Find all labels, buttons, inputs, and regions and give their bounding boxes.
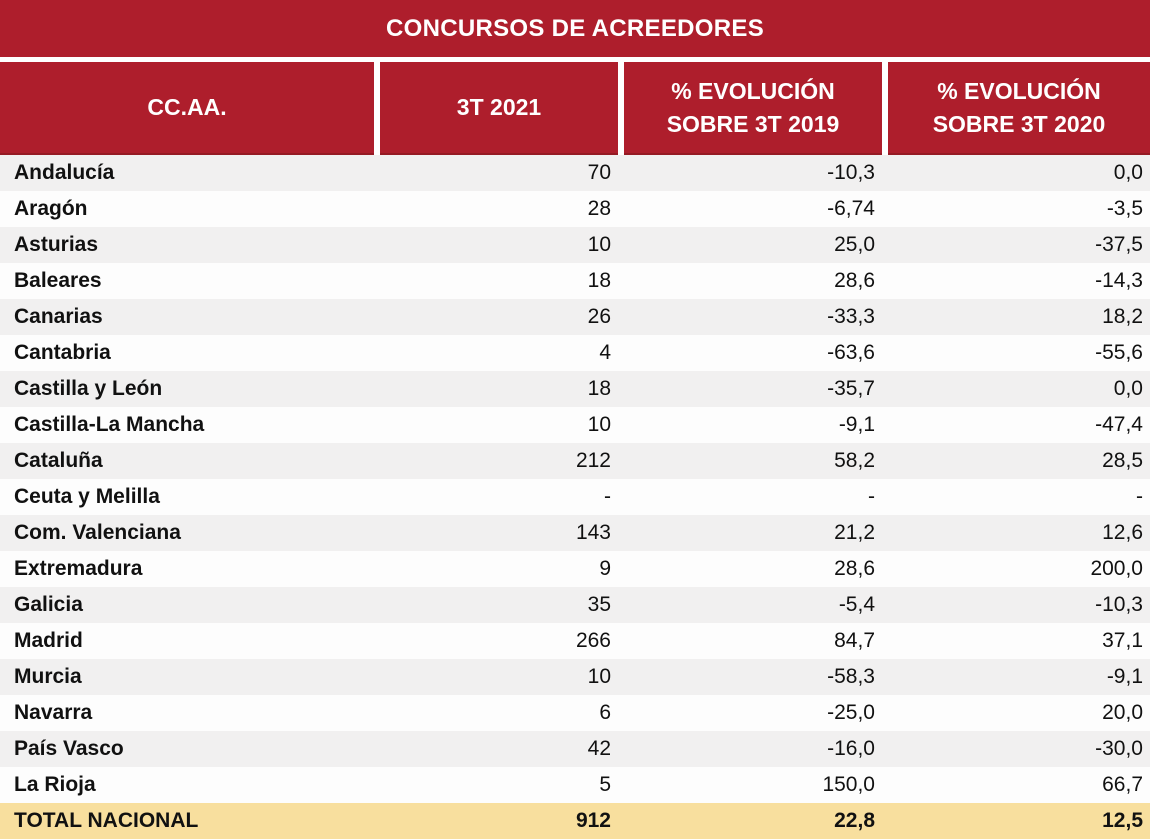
- value-cell: 42: [587, 737, 611, 760]
- value-cell: 18,2: [1102, 305, 1143, 328]
- table-row: [0, 551, 1150, 587]
- table-row: [0, 587, 1150, 623]
- value-cell: -33,3: [827, 305, 875, 328]
- value-cell: -: [1136, 485, 1143, 508]
- value-cell: 35: [587, 593, 611, 616]
- value-cell: 18: [587, 269, 611, 292]
- table-row: [0, 227, 1150, 263]
- region-cell: Galicia: [14, 593, 83, 616]
- table-row: [0, 623, 1150, 659]
- region-cell: Ceuta y Melilla: [14, 485, 160, 508]
- value-cell: 5: [599, 773, 611, 796]
- value-cell: 4: [599, 341, 611, 364]
- table-row: [0, 695, 1150, 731]
- total-row: [0, 803, 1150, 839]
- value-cell: 28,5: [1102, 449, 1143, 472]
- total-value-evolucion-2020: 12,5: [1102, 809, 1143, 832]
- region-cell: Andalucía: [14, 161, 115, 184]
- value-cell: 84,7: [834, 629, 875, 652]
- value-cell: 20,0: [1102, 701, 1143, 724]
- region-cell: Asturias: [14, 233, 99, 256]
- region-cell: Aragón: [14, 197, 88, 220]
- value-cell: 28,6: [834, 557, 875, 580]
- value-cell: 26: [587, 305, 611, 328]
- value-cell: -63,6: [827, 341, 875, 364]
- value-cell: 12,6: [1102, 521, 1143, 544]
- value-cell: 0,0: [1113, 377, 1143, 400]
- table-row: [0, 263, 1150, 299]
- value-cell: 10: [587, 665, 611, 688]
- region-cell: Navarra: [14, 701, 93, 724]
- value-cell: 66,7: [1102, 773, 1143, 796]
- value-cell: 0,0: [1113, 161, 1143, 184]
- value-cell: -30,0: [1095, 737, 1143, 760]
- value-cell: -: [868, 485, 875, 508]
- value-cell: 10: [587, 413, 611, 436]
- value-cell: 10: [587, 233, 611, 256]
- table-row: [0, 659, 1150, 695]
- region-cell: Madrid: [14, 629, 83, 652]
- value-cell: -10,3: [1095, 593, 1143, 616]
- region-cell: Murcia: [14, 665, 82, 688]
- value-cell: 28: [587, 197, 611, 220]
- region-cell: Baleares: [14, 269, 102, 292]
- region-cell: Castilla-La Mancha: [14, 413, 205, 436]
- table-row: [0, 335, 1150, 371]
- value-cell: -58,3: [827, 665, 875, 688]
- header-evolucion-2019: % EVOLUCIÓN SOBRE 3T 2019: [624, 62, 882, 155]
- value-cell: -37,5: [1095, 233, 1143, 256]
- table-row: [0, 479, 1150, 515]
- value-cell: 21,2: [834, 521, 875, 544]
- table-row: [0, 443, 1150, 479]
- value-cell: 143: [575, 521, 611, 544]
- value-cell: 25,0: [834, 233, 875, 256]
- value-cell: 37,1: [1102, 629, 1143, 652]
- table-body: [0, 155, 1150, 803]
- table-row: [0, 155, 1150, 191]
- value-cell: -25,0: [827, 701, 875, 724]
- region-cell: La Rioja: [14, 773, 96, 796]
- value-cell: 9: [599, 557, 611, 580]
- value-cell: 6: [599, 701, 611, 724]
- value-cell: -: [604, 485, 611, 508]
- table-row: [0, 731, 1150, 767]
- region-cell: País Vasco: [14, 737, 124, 760]
- region-cell: Com. Valenciana: [14, 521, 181, 544]
- value-cell: -6,74: [827, 197, 875, 220]
- region-cell: Cataluña: [14, 449, 103, 472]
- value-cell: -9,1: [1106, 665, 1143, 688]
- table-row: [0, 371, 1150, 407]
- value-cell: 266: [575, 629, 611, 652]
- value-cell: -35,7: [827, 377, 875, 400]
- table-row: [0, 407, 1150, 443]
- total-value-evolucion-2019: 22,8: [834, 809, 875, 832]
- table-row: [0, 299, 1150, 335]
- total-label: TOTAL NACIONAL: [14, 809, 199, 832]
- value-cell: -14,3: [1095, 269, 1143, 292]
- value-cell: 28,6: [834, 269, 875, 292]
- table-row: [0, 191, 1150, 227]
- table-header-row: [0, 62, 1150, 155]
- header-evolucion-2020: % EVOLUCIÓN SOBRE 3T 2020: [888, 62, 1150, 155]
- value-cell: -5,4: [838, 593, 875, 616]
- value-cell: 200,0: [1090, 557, 1143, 580]
- value-cell: 212: [575, 449, 611, 472]
- region-cell: Extremadura: [14, 557, 143, 580]
- total-value-3t2021: 912: [575, 809, 611, 832]
- header-3t-2021: 3T 2021: [380, 62, 618, 155]
- region-cell: Canarias: [14, 305, 103, 328]
- value-cell: -16,0: [827, 737, 875, 760]
- table-row: [0, 515, 1150, 551]
- table-title: CONCURSOS DE ACREEDORES: [0, 0, 1150, 57]
- value-cell: -47,4: [1095, 413, 1143, 436]
- region-cell: Castilla y León: [14, 377, 163, 400]
- value-cell: 18: [587, 377, 611, 400]
- value-cell: -55,6: [1095, 341, 1143, 364]
- region-cell: Cantabria: [14, 341, 111, 364]
- value-cell: -9,1: [838, 413, 875, 436]
- value-cell: 150,0: [822, 773, 875, 796]
- table-row: [0, 767, 1150, 803]
- value-cell: -10,3: [827, 161, 875, 184]
- header-ccaa: CC.AA.: [0, 62, 374, 155]
- value-cell: 70: [587, 161, 611, 184]
- value-cell: 58,2: [834, 449, 875, 472]
- value-cell: -3,5: [1106, 197, 1143, 220]
